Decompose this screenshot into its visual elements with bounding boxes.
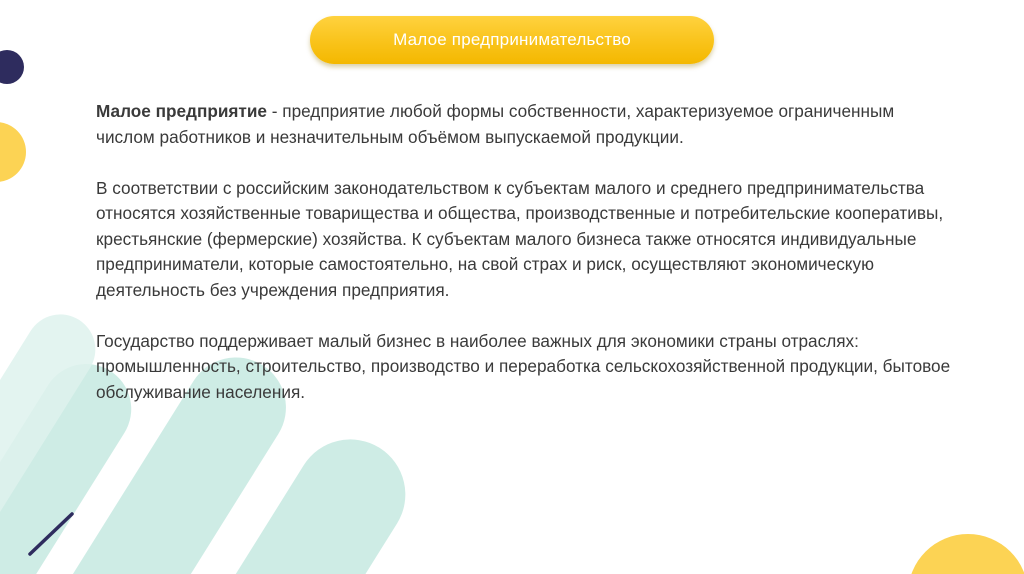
slide-title: Малое предпринимательство [393,30,631,49]
state-support-paragraph: Государство поддерживает малый бизнес в наиболее важных для экономики страны отраслях: промышленность, строительство, производство и переработка сельскохозяйственной продукции, бытовое обслуживание населения. [96,330,951,402]
navy-dot-shape [0,50,24,84]
title-banner [310,16,714,64]
definition-text: - предприятие любой формы собственности, характеризуемое ограниченным числом работников и незначительным объёмом выпускаемой продукции. [96,101,895,147]
yellow-half-circle-shape [0,122,26,182]
definition-paragraph [96,99,956,150]
definition-term: Малое предприятие [96,101,267,121]
slide-body [96,99,956,405]
yellow-corner-circle-shape [908,534,1024,574]
legislation-paragraph: В соответствии с российским законодательством к субъектам малого и среднего предпринимательства относятся хозяйственные товарищества и общества, производственные и потребительские кооперативы, крестьянские (фермерские) хозяйства. К субъектам малого бизнеса также относятся индивидуальные предприниматели, которые самостоятельно, на свой страх и риск, осуществляют экономическую деятельность без учреждения предприятия. [96,177,944,300]
